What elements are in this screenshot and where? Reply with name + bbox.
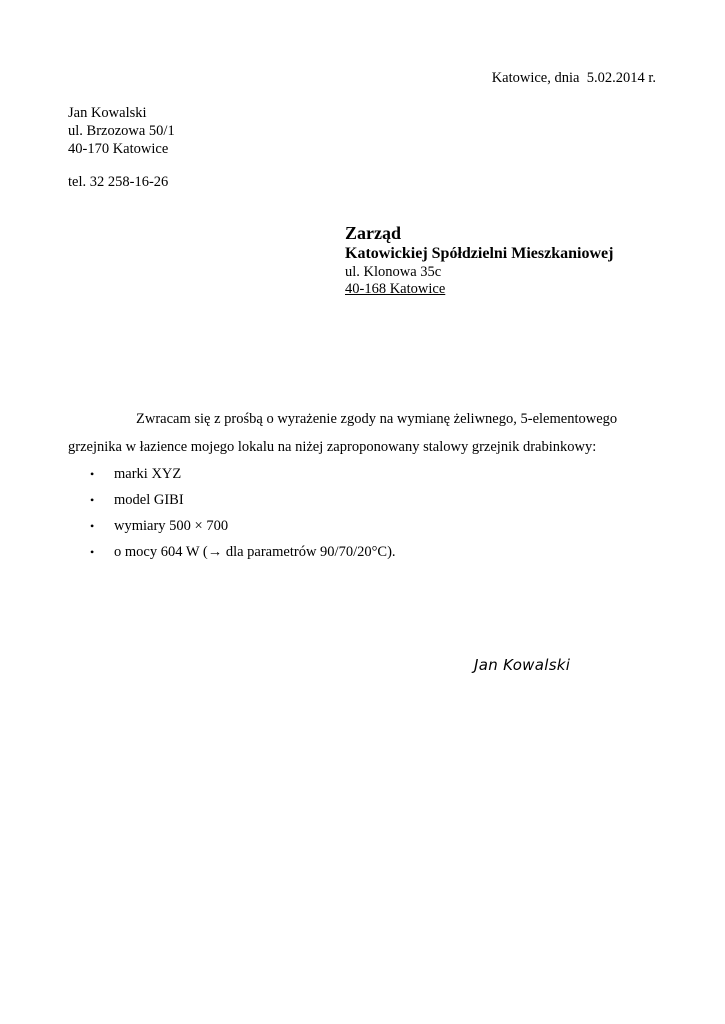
request-line-2: grzejnika w łazience mojego lokalu na niżej zaproponowany stalowy grzejnik drabinkowy: bbox=[68, 439, 597, 455]
bullet-icon: • bbox=[90, 519, 95, 533]
sender-name: Jan Kowalski bbox=[68, 105, 147, 121]
recipient-title: Zarząd bbox=[345, 223, 401, 243]
request-paragraph bbox=[68, 405, 648, 433]
list-item-text: o mocy 604 W (→ dla parametrów 90/70/20°C). bbox=[114, 544, 396, 560]
sender-phone: tel. 32 258-16-26 bbox=[68, 174, 169, 190]
request-line-1: Zwracam się z prośbą o wyrażenie zgody na wymianę żeliwnego, 5-elementowego bbox=[136, 411, 618, 427]
recipient-street: ul. Klonowa 35c bbox=[345, 264, 442, 280]
list-item bbox=[68, 513, 648, 539]
bullet-icon: • bbox=[90, 493, 95, 507]
bullet-icon: • bbox=[90, 545, 95, 559]
list-item-text: marki XYZ bbox=[114, 466, 182, 482]
list-item bbox=[68, 461, 648, 487]
list-item-text: model GIBI bbox=[114, 492, 184, 508]
sender-street: ul. Brzozowa 50/1 bbox=[68, 123, 175, 139]
radiator-spec-list bbox=[68, 461, 648, 565]
bullet-icon: • bbox=[90, 467, 95, 481]
sender-city: 40-170 Katowice bbox=[68, 141, 169, 157]
list-item bbox=[68, 539, 648, 565]
list-item-text: wymiary 500 × 700 bbox=[114, 518, 229, 534]
list-item bbox=[68, 487, 648, 513]
letter-body bbox=[68, 405, 648, 565]
place-and-date: Katowice, dnia 5.02.2014 r. bbox=[491, 70, 656, 86]
recipient-city: 40-168 Katowice bbox=[345, 281, 446, 297]
signature: Jan Kowalski bbox=[474, 656, 571, 674]
recipient-organization: Katowickiej Spółdzielni Mieszkaniowej bbox=[345, 245, 614, 262]
recipient-address-block bbox=[345, 222, 613, 298]
sender-address-block bbox=[68, 104, 175, 158]
